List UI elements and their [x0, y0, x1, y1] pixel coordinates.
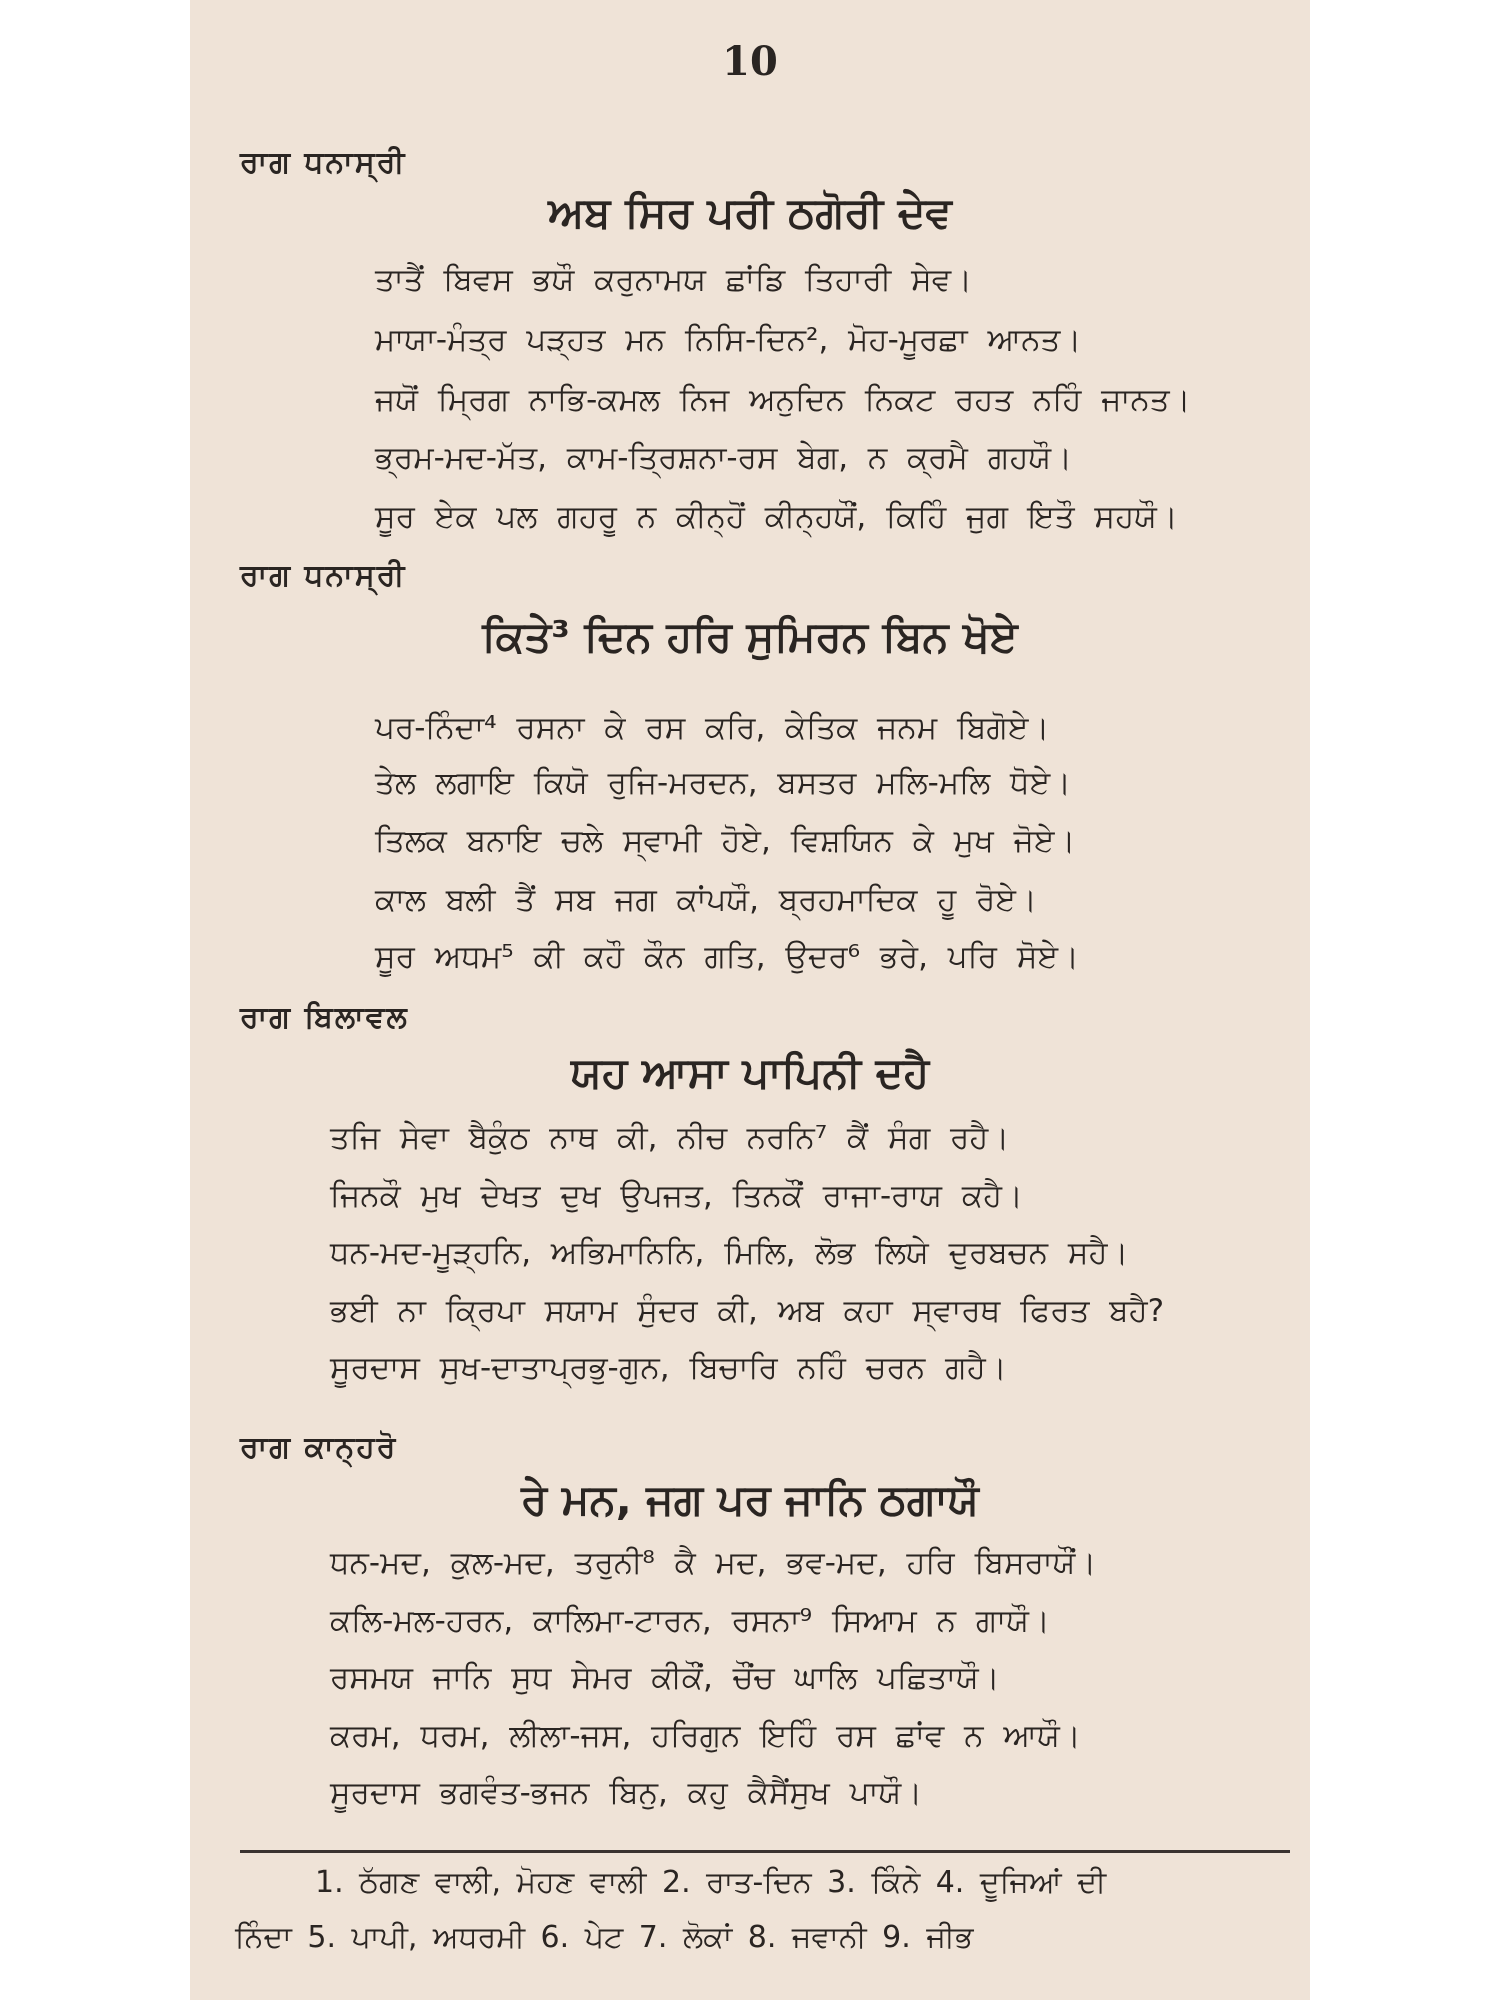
verse-line: ਤਿਲਕ ਬਨਾਇ ਚਲੇ ਸ੍ਵਾਮੀ ਹੋਏ, ਵਿਸ਼ਯਿਨ ਕੇ ਮੁਖ ਜੋਏ।: [375, 823, 1076, 859]
page-number: 10: [722, 38, 778, 85]
verse-line: ਤਜਿ ਸੇਵਾ ਬੈਕੁੰਠ ਨਾਥ ਕੀ, ਨੀਚ ਨਰਨਿ⁷ ਕੈਂ ਸੰਗ ਰਹੈ।: [330, 1120, 1010, 1156]
verse-line: ਸੂਰਦਾਸ ਭਗਵੰਤ-ਭਜਨ ਬਿਨੁ, ਕਹੁ ਕੈਸੈਂਸੁਖ ਪਾਯੌ।: [330, 1775, 923, 1811]
verse-line: ਜਿਨਕੌ ਮੁਖ ਦੇਖਤ ਦੁਖ ਉਪਜਤ, ਤਿਨਕੌਂ ਰਾਜਾ-ਰਾਯ ਕਹੈ।: [330, 1178, 1023, 1214]
raga-heading: ਰਾਗ ਕਾਨ੍ਹਰੋ: [240, 1430, 398, 1465]
verse-line: ਮਾਯਾ-ਮੰਤ੍ਰ ਪੜ੍ਹਤ ਮਨ ਨਿਸਿ-ਦਿਨ², ਮੋਹ-ਮੂਰਛਾ ਆਨਤ।: [375, 322, 1082, 358]
verse-line: ਧਨ-ਮਦ, ਕੁਲ-ਮਦ, ਤਰੁਨੀ⁸ ਕੈ ਮਦ, ਭਵ-ਮਦ, ਹਰਿ ਬਿਸਰਾਯੌਂ।: [330, 1545, 1097, 1581]
verse-line: ਤੇਲ ਲਗਾਇ ਕਿਯੋ ਰੁਜਿ-ਮਰਦਨ, ਬਸਤਰ ਮਲਿ-ਮਲਿ ਧੋਏ।: [375, 765, 1072, 801]
footnote-line: 1. ਠੱਗਣ ਵਾਲੀ, ਮੋਹਣ ਵਾਲੀ 2. ਰਾਤ-ਦਿਨ 3. ਕਿੰਨੇ 4. ਦੂਜਿਆਂ ਦੀ: [315, 1865, 1107, 1900]
verse-line: ਪਰ-ਨਿੰਦਾ⁴ ਰਸਨਾ ਕੇ ਰਸ ਕਰਿ, ਕੇਤਿਕ ਜਨਮ ਬਿਗੋਏ।: [375, 710, 1050, 746]
verse-line: ਕਰਮ, ਧਰਮ, ਲੀਲਾ-ਜਸ, ਹਰਿਗੁਨ ਇਹਿੰ ਰਸ ਛਾਂਵ ਨ ਆਯੌ।: [330, 1718, 1081, 1754]
footnote-line: ਨਿੰਦਾ 5. ਪਾਪੀ, ਅਧਰਮੀ 6. ਪੇਟ 7. ਲੋਕਾਂ 8. ਜਵਾਨੀ 9. ਜੀਭ: [235, 1920, 974, 1955]
hymn-title: ਕਿਤੇ³ ਦਿਨ ਹਰਿ ਸੁਮਿਰਨ ਬਿਨ ਖੋਏ: [482, 612, 1018, 661]
raga-heading: ਰਾਗ ਧਨਾਸ੍ਰੀ: [240, 558, 407, 593]
verse-line: ਤਾਤੈਂ ਬਿਵਸ ਭਯੌ ਕਰੁਨਾਮਯ ਛਾਂਡਿ ਤਿਹਾਰੀ ਸੇਵ।: [375, 262, 973, 298]
hymn-title: ਅਬ ਸਿਰ ਪਰੀ ਠਗੋਰੀ ਦੇਵ: [548, 188, 952, 237]
footnote-divider: [240, 1850, 1290, 1853]
verse-line: ਕਾਲ ਬਲੀ ਤੈਂ ਸਬ ਜਗ ਕਾਂਪਯੌ, ਬ੍ਰਹਮਾਦਿਕ ਹੂ ਰੋਏ।: [375, 882, 1037, 918]
verse-line: ਸੂਰਦਾਸ ਸੁਖ-ਦਾਤਾਪ੍ਰਭੁ-ਗੁਨ, ਬਿਚਾਰਿ ਨਹਿੰ ਚਰਨ ਗਹੈ।: [330, 1350, 1007, 1386]
verse-line: ਭਈ ਨਾ ਕ੍ਰਿਪਾ ਸਯਾਮ ਸੁੰਦਰ ਕੀ, ਅਬ ਕਹਾ ਸ੍ਵਾਰਥ ਫਿਰਤ ਬਹੈ?: [330, 1293, 1165, 1329]
verse-line: ਸੂਰ ਏਕ ਪਲ ਗਹਰੂ ਨ ਕੀਨ੍ਹੋਂ ਕੀਨ੍ਹਯੌਂ, ਕਿਹਿੰ ਜੁਗ ਇਤੌ ਸਹਯੌ।: [375, 499, 1178, 535]
book-page: [190, 0, 1310, 2000]
verse-line: ਜਯੋਂ ਮ੍ਰਿਗ ਨਾਭਿ-ਕਮਲ ਨਿਜ ਅਨੁਦਿਨ ਨਿਕਟ ਰਹਤ ਨਹਿੰ ਜਾਨਤ।: [375, 382, 1191, 418]
raga-heading: ਰਾਗ ਬਿਲਾਵਲ: [240, 1000, 409, 1035]
verse-line: ਕਲਿ-ਮਲ-ਹਰਨ, ਕਾਲਿਮਾ-ਟਾਰਨ, ਰਸਨਾ⁹ ਸਿਆਮ ਨ ਗਾਯੌ।: [330, 1603, 1050, 1639]
raga-heading: ਰਾਗ ਧਨਾਸ੍ਰੀ: [240, 145, 407, 180]
verse-line: ਰਸਮਯ ਜਾਨਿ ਸੁਧ ਸੇਮਰ ਕੀਕੌਂ, ਚੌਂਚ ਘਾਲਿ ਪਛਿਤਾਯੌ।: [330, 1660, 1000, 1696]
hymn-title: ਰੇ ਮਨ, ਜਗ ਪਰ ਜਾਨਿ ਠਗਾਯੌ: [521, 1475, 979, 1524]
hymn-title: ਯਹ ਆਸਾ ਪਾਪਿਨੀ ਦਹੈ: [570, 1048, 930, 1097]
verse-line: ਧਨ-ਮਦ-ਮੂੜ੍ਹਨਿ, ਅਭਿਮਾਨਿਨਿ, ਮਿਲਿ, ਲੋਭ ਲਿਯੇ ਦੁਰਬਚਨ ਸਹੈ।: [330, 1235, 1129, 1271]
verse-line: ਭ੍ਰਮ-ਮਦ-ਮੱਤ, ਕਾਮ-ਤ੍ਰਿਸ਼ਨਾ-ਰਸ ਬੇਗ, ਨ ਕ੍ਰਮੈ ਗਹਯੌ।: [375, 440, 1073, 476]
verse-line: ਸੂਰ ਅਧਮ⁵ ਕੀ ਕਹੌ ਕੌਨ ਗਤਿ, ਉਦਰ⁶ ਭਰੇ, ਪਰਿ ਸੋਏ।: [375, 939, 1079, 975]
